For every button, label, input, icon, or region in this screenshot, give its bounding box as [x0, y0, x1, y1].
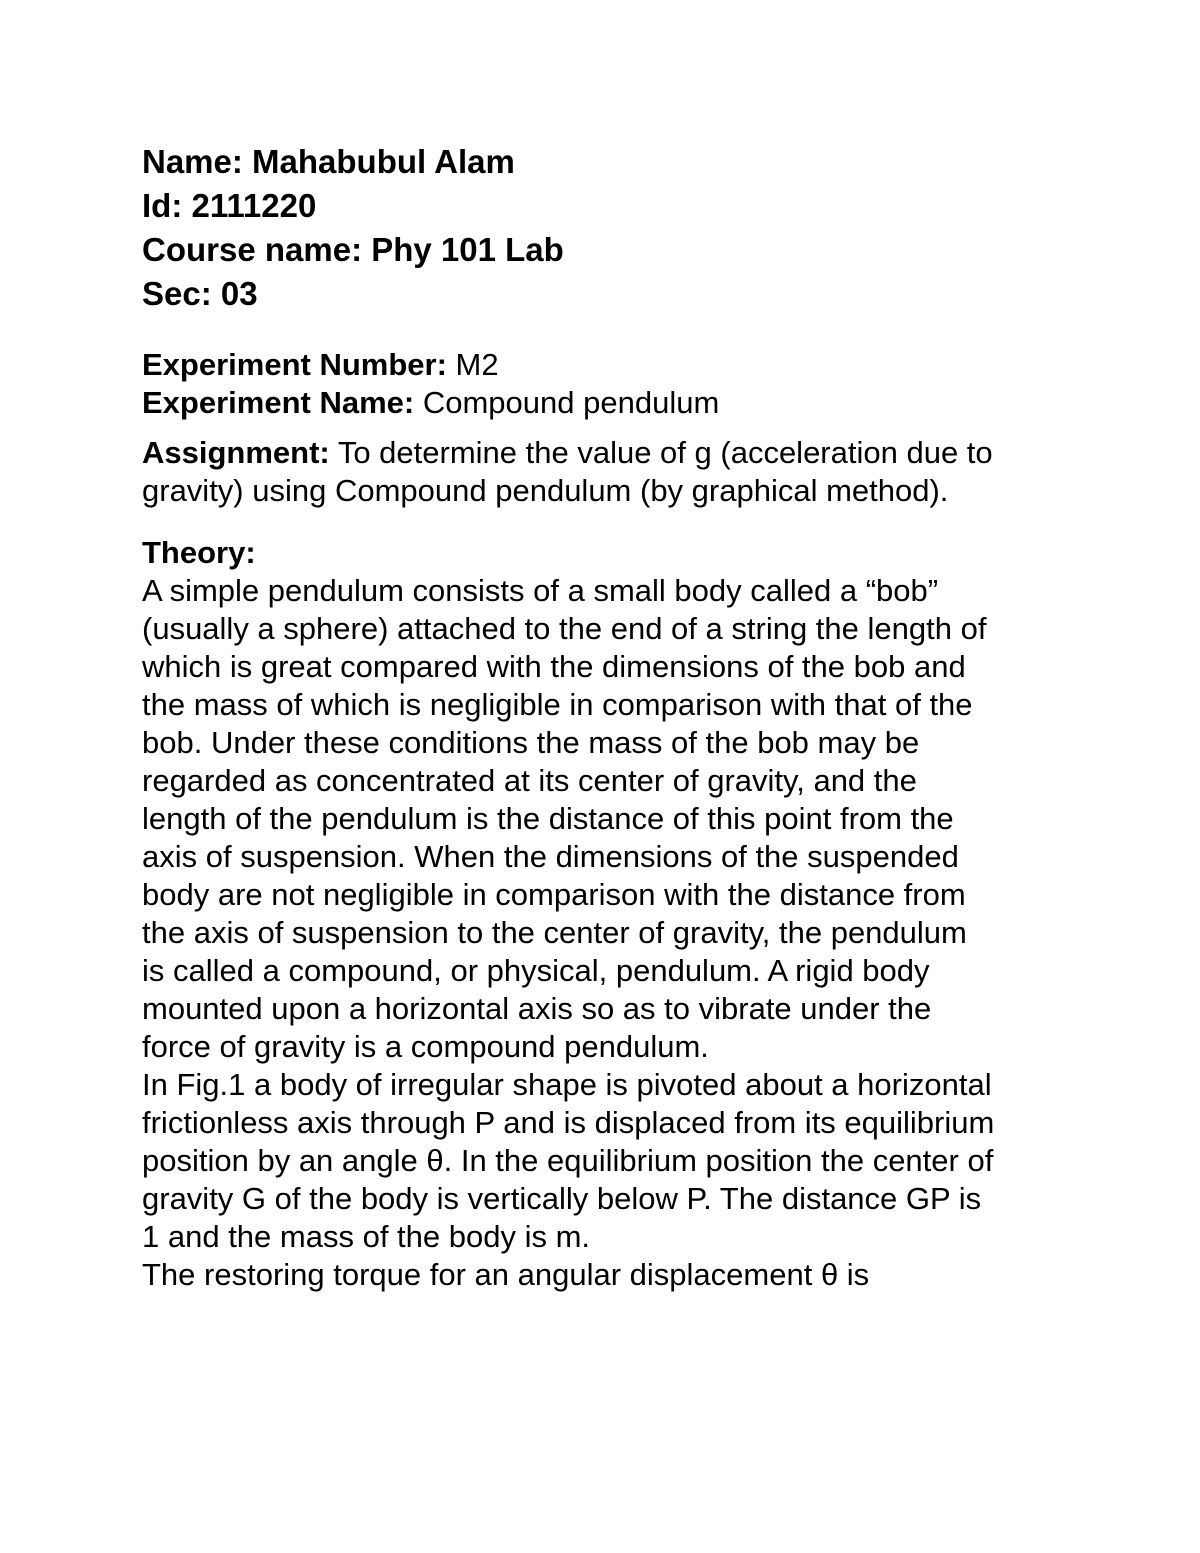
- experiment-number-value: M2: [455, 347, 499, 382]
- theory-line: In Fig.1 a body of irregular shape is pivoted about a horizontal: [142, 1067, 992, 1102]
- course-name-line: [142, 228, 1072, 272]
- sec-value: 03: [220, 275, 258, 312]
- theory-label: Theory:: [142, 535, 256, 570]
- theory-line: bob. Under these conditions the mass of the bob may be: [142, 725, 920, 760]
- course-value: Phy 101 Lab: [371, 231, 564, 268]
- theory-line: position by an angle θ. In the equilibrium position the center of: [142, 1143, 994, 1178]
- name-label: Name:: [142, 143, 243, 180]
- theory-line: A simple pendulum consists of a small body called a “bob”: [142, 573, 939, 608]
- theory-line: frictionless axis through P and is displaced from its equilibrium: [142, 1105, 995, 1140]
- theory-heading: [142, 534, 1072, 572]
- id-label: Id:: [142, 187, 183, 224]
- theory-line: which is great compared with the dimensions of the bob and: [142, 649, 966, 684]
- name-value: Mahabubul Alam: [252, 143, 515, 180]
- experiment-number-line: [142, 346, 1072, 384]
- theory-line: length of the pendulum is the distance of this point from the: [142, 801, 954, 836]
- theory-line: The restoring torque for an angular displacement θ is: [142, 1257, 870, 1292]
- theory-line: axis of suspension. When the dimensions of the suspended: [142, 839, 959, 874]
- theory-line: force of gravity is a compound pendulum.: [142, 1029, 709, 1064]
- theory-line: body are not negligible in comparison with the distance from: [142, 877, 966, 912]
- theory-line: is called a compound, or physical, pendulum. A rigid body: [142, 953, 930, 988]
- theory-line: the axis of suspension to the center of gravity, the pendulum: [142, 915, 967, 950]
- theory-line: the mass of which is negligible in comparison with that of the: [142, 687, 973, 722]
- assignment-line-2: gravity) using Compound pendulum (by graphical method).: [142, 473, 949, 508]
- student-id-line: [142, 184, 1072, 228]
- assignment-text: To determine the value of g (acceleration due to: [337, 435, 993, 470]
- theory-line: gravity G of the body is vertically below P. The distance GP is: [142, 1181, 982, 1216]
- assignment-line-1: [142, 434, 1072, 472]
- theory-line: regarded as concentrated at its center of gravity, and the: [142, 763, 917, 798]
- experiment-name-value: Compound pendulum: [422, 385, 720, 420]
- document-page: [142, 140, 1072, 1294]
- theory-line: 1 and the mass of the body is m.: [142, 1219, 591, 1254]
- theory-line: (usually a sphere) attached to the end of a string the length of: [142, 611, 987, 646]
- student-name-line: [142, 140, 1072, 184]
- theory-line: mounted upon a horizontal axis so as to vibrate under the: [142, 991, 932, 1026]
- section-line: [142, 272, 1072, 316]
- experiment-name-line: [142, 384, 1072, 422]
- experiment-number-label: Experiment Number:: [142, 347, 447, 382]
- assignment-label: Assignment:: [142, 435, 330, 470]
- sec-label: Sec:: [142, 275, 212, 312]
- experiment-name-label: Experiment Name:: [142, 385, 415, 420]
- course-label: Course name:: [142, 231, 363, 268]
- id-value: 2111220: [191, 187, 317, 224]
